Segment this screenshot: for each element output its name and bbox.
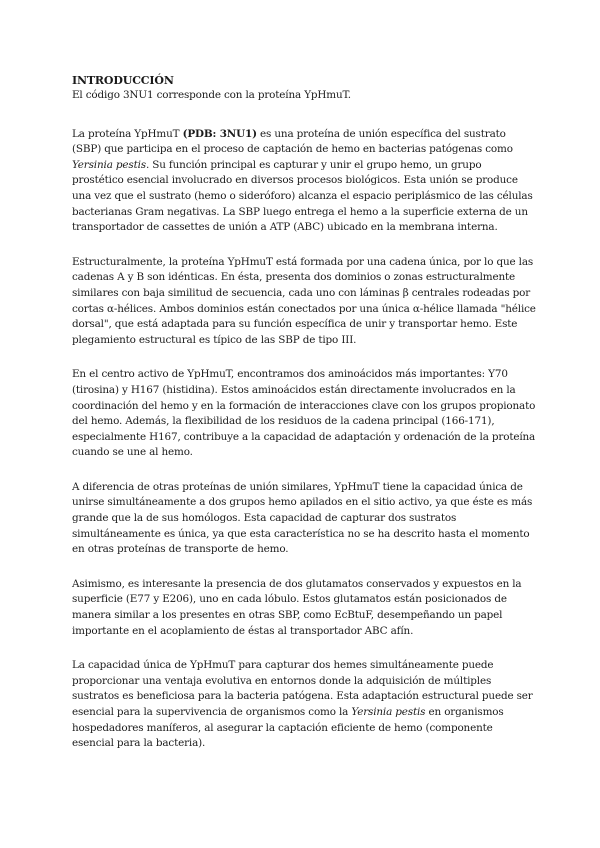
paragraph-2: Estructuralmente, la proteína YpHmuT está formada por una cadena única, por lo que las cadenas A y B son idénticas. En ésta, presenta dos dominios o zonas estructuralmente similares con baja similitud de secuencia, cada uno con láminas β centrales rodeadas por cortas α-hélices. Ambos dominios están conectados por una única α-hélice llamada "hélice dorsal", que está adaptada para su función específica de unir y transportar hemo. Este plegamiento estructural es típico de las SBP de tipo III. — [72, 255, 536, 346]
paragraph-1 — [72, 127, 536, 236]
species-name: Yersinia pestis. — [72, 158, 150, 171]
paragraph-6-text-c: en organismos hospedadores maníferos, al asegurar la captación eficiente de hemo (componente esencial para la bacteria). — [72, 706, 504, 750]
paragraph-4: A diferencia de otras proteínas de unión similares, YpHmuT tiene la capacidad única de unirse simultáneamente a dos grupos hemo apilados en el sitio activo, ya que éste es más grande que la de sus homólogos. Esta capacidad de capturar dos sustratos simultáneamente es única, ya que esta característica no se ha descrito hasta el momento en otras proteínas de transporte de hemo. — [72, 480, 533, 556]
paragraph-1-text-e: Su función principal es capturar y unir el grupo hemo, un grupo prostético esencial involucrado en diversos procesos biológicos. Esta unión se produce una vez que el sustrato (hemo o sideróforo) alcanza el espacio periplásmico de las células bacterianas Gram negativas. La SBP luego entrega el hemo a la superficie externa de un transportador de cassettes de unión a ATP (ABC) ubicado en la membrana interna. — [72, 158, 533, 234]
paragraph-1-text-c: es una proteína de unión específica del sustrato (SBP) que participa en el proceso de captación de hemo en bacterias patógenas como — [72, 127, 513, 156]
paragraph-6 — [72, 658, 536, 752]
document-page — [72, 73, 536, 771]
section-heading: INTRODUCCIÓN — [72, 74, 174, 87]
species-name-2: Yersinia pestis — [351, 706, 426, 718]
intro-line: El código 3NU1 corresponde con la proteína YpHmuT. — [72, 89, 351, 101]
paragraph-6-text-a: La capacidad única de YpHmuT para capturar dos hemes simultáneamente puede proporcionar una ventaja evolutiva en entornos donde la adquisición de múltiples sustratos es beneficiosa para la bacteria patógena. Esta adaptación estructural puede ser esencial para la supervivencia de organismos como la — [72, 659, 533, 718]
pdb-code: (PDB: 3NU1) — [182, 127, 257, 140]
paragraph-1-text-a: La proteína YpHmuT — [72, 127, 183, 140]
paragraph-3: En el centro activo de YpHmuT, encontramos dos aminoácidos más importantes: Y70 (tirosina) y H167 (histidina). Estos aminoácidos están directamente involucrados en la coordinación del hemo y en la formación de interacciones clave con los grupos propionato del hemo. Además, la flexibilidad de los residuos de la cadena principal (166-171), especialmente H167, contribuye a la capacidad de adaptación y ordenación de la proteína cuando se une al hemo. — [72, 368, 536, 459]
paragraph-5: Asimismo, es interesante la presencia de dos glutamatos conservados y expuestos en la superficie (E77 y E206), uno en cada lóbulo. Estos glutamatos están posicionados de manera similar a los presentes en otras SBP, como EcBtuF, desempeñando un papel importante en el acoplamiento de éstas al transportador ABC afín. — [72, 577, 522, 637]
